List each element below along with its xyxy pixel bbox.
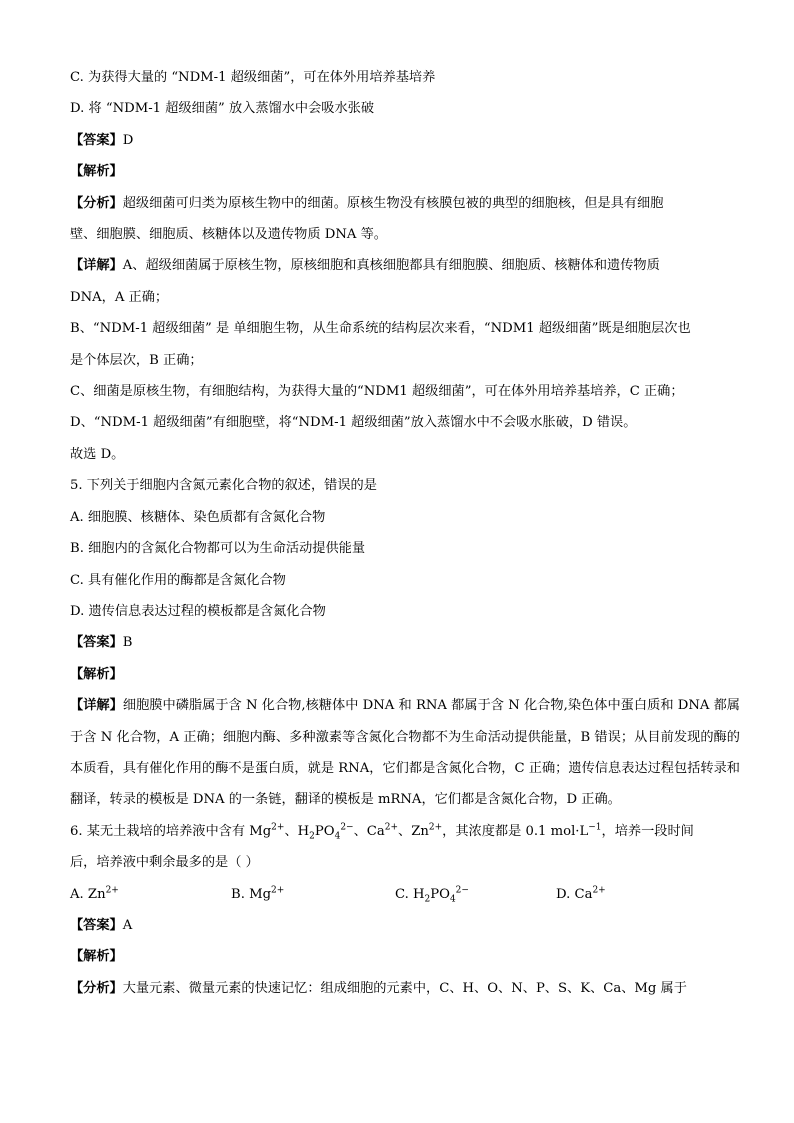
fenxi-label: 【分析】 xyxy=(70,980,123,996)
xiangjie-label: 【详解】 xyxy=(70,258,123,274)
q5-analysis-label: 【解析】 xyxy=(70,666,123,682)
stem-text: PO xyxy=(314,823,335,839)
answer-value: B xyxy=(122,635,133,651)
q4-option-c: C. 为获得大量的 “NDM-1 超级细菌”，可在体外用培养基培养 xyxy=(70,70,436,85)
q5-stem: 5. 下列关于细胞内含氮元素化合物的叙述，错误的是 xyxy=(70,478,377,494)
q6-analysis-label: 【解析】 xyxy=(70,949,123,965)
q6-answer xyxy=(70,910,740,941)
answer-label: 【答案】 xyxy=(70,635,123,651)
superscript: 2+ xyxy=(428,822,443,833)
q5-answer xyxy=(70,627,740,658)
q6-stem-line-2: 后，培养液中剩余最多的是（ ） xyxy=(70,855,259,871)
subscript: 4 xyxy=(334,831,341,842)
q4-xiangjie-line-1 xyxy=(70,250,740,281)
subscript: 2 xyxy=(424,894,431,905)
xiangjie-label: 【详解】 xyxy=(70,698,123,714)
option-text: C. H xyxy=(395,886,425,902)
fenxi-text: 超级细菌可归类为原核生物中的细菌。原核生物没有核膜包被的典型的细胞核，但是具有细胞 xyxy=(122,195,664,211)
q6-option-a xyxy=(70,879,231,910)
subscript: 4 xyxy=(449,894,456,905)
q4-option-d: D. 将 “NDM-1 超级细菌” 放入蒸馏水中会吸水张破 xyxy=(70,101,375,117)
q6-stem-line-1 xyxy=(70,816,740,847)
q4-b-line-2: 是个体层次，B 正确； xyxy=(70,352,203,368)
superscript: 2− xyxy=(340,822,354,833)
document-page xyxy=(70,62,740,1004)
stem-text: 、Zn xyxy=(398,823,429,839)
q5-xiangjie-paragraph xyxy=(70,690,740,816)
superscript: 2+ xyxy=(105,885,119,896)
q4-d-line: D、“NDM-1 超级细菌”有细胞壁，将“NDM-1 超级细菌”放入蒸馏水中不会吸水胀破，D 错误。 xyxy=(70,415,637,431)
q6-fenxi-line xyxy=(70,973,740,1004)
answer-label: 【答案】 xyxy=(70,917,123,933)
superscript: 2+ xyxy=(271,885,285,896)
q5-option-b: B. 细胞内的含氮化合物都可以为生命活动提供能量 xyxy=(70,541,366,557)
answer-value: D xyxy=(122,132,134,148)
q4-conclusion: 故选 D。 xyxy=(70,446,125,462)
superscript: −1 xyxy=(588,822,602,833)
q6-options xyxy=(70,879,740,910)
q4-analysis-label: 【解析】 xyxy=(70,164,123,180)
q5-option-a: A. 细胞膜、核糖体、染色质都有含氮化合物 xyxy=(70,509,326,525)
superscript: 2+ xyxy=(592,885,606,896)
q4-fenxi-line-1 xyxy=(70,188,740,219)
q4-xiangjie-line-2: DNA，A 正确； xyxy=(70,289,169,305)
q6-option-d xyxy=(556,879,606,910)
fenxi-label: 【分析】 xyxy=(70,195,123,211)
option-text: A. Zn xyxy=(70,886,106,902)
q4-c-line: C、细菌是原核生物，有细胞结构，为获得大量的“NDM1 超级细菌”，可在体外用培养基培养，C 正确； xyxy=(70,384,684,400)
fenxi-text: 大量元素、微量元素的快速记忆：组成细胞的元素中，C、H、O、N、P、S、K、Ca、Mg 属于 xyxy=(122,980,687,996)
option-text: B. Mg xyxy=(231,886,272,902)
superscript: 2+ xyxy=(384,822,399,833)
option-text: PO xyxy=(430,886,450,902)
q4-fenxi-line-2: 壁、细胞膜、细胞质、核糖体以及遗传物质 DNA 等。 xyxy=(70,227,387,243)
answer-label: 【答案】 xyxy=(70,132,123,148)
q5-option-d: D. 遗传信息表达过程的模板都是含氮化合物 xyxy=(70,603,326,619)
q5-option-c: C. 具有催化作用的酶都是含氮化合物 xyxy=(70,572,286,588)
subscript: 2 xyxy=(309,831,315,842)
answer-value: A xyxy=(122,917,133,933)
q4-b-line-1: B、“NDM-1 超级细菌” 是 单细胞生物，从生命系统的结构层次来看，“NDM1 超级细菌”既是细胞层次也 xyxy=(70,321,691,337)
stem-text: 6. 某无土栽培的培养液中含有 Mg xyxy=(70,823,272,839)
option-text: D. Ca xyxy=(556,886,593,902)
q6-option-c xyxy=(395,879,556,910)
q4-answer xyxy=(70,125,740,156)
q6-option-b xyxy=(231,879,395,910)
stem-text: 、Ca xyxy=(353,823,385,839)
stem-text: ，其浓度都是 0.1 mol·L xyxy=(442,823,589,839)
superscript: 2− xyxy=(455,885,469,896)
stem-text: 、H xyxy=(284,823,310,839)
stem-text: ，培养一段时间 xyxy=(601,823,694,839)
superscript: 2+ xyxy=(271,822,285,833)
xiangjie-text: A、超级细菌属于原核生物，原核细胞和真核细胞都具有细胞膜、细胞质、核糖体和遗传物质 xyxy=(122,258,660,274)
xiangjie-text: 细胞膜中磷脂属于含 N 化合物,核糖体中 DNA 和 RNA 都属于含 N 化合物,染色体中蛋白质和 DNA 都属于含 N 化合物，A 正确；细胞内酶、多种激素等含氮化合物都不为生命活动提供能量，B 错误；从目前发现的酶的本质看，具有催化作用的酶不是蛋白质，就是 RNA，它们都是含氮化合物，C 正确；遗传信息表达过程包括转录和翻译，转录的模板是 DNA 的一条链，翻译的模板是 mRNA，它们都是含氮化合物，D 正确。 xyxy=(70,698,740,808)
